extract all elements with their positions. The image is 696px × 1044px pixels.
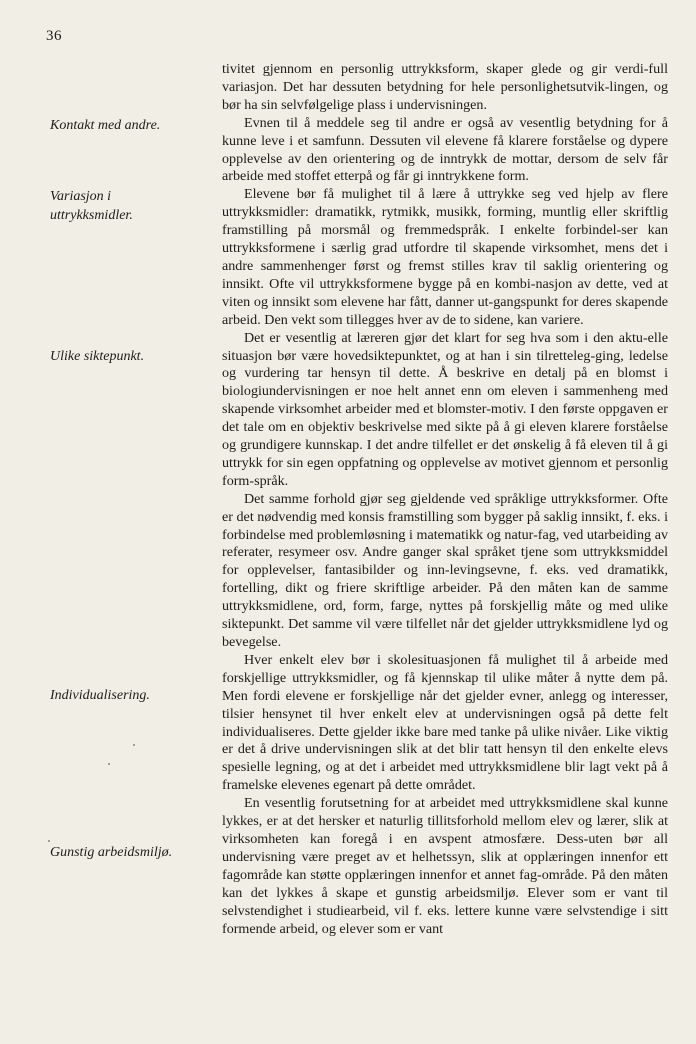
paragraph: Det samme forhold gjør seg gjeldende ved språklige uttrykksformer. Ofte er det nødvendig med konsis framstilling som bygger på saklig innsikt, f. eks. i forbindelse med problemløsning i matematikk og natur-fag, ved utarbeiding av referater, resymeer osv. Andre ganger skal språket tjene som uttrykksmiddel for opplevelser, fantasibilder og inn-levingsevne, f. eks. ved dramatikk, fortelling, dikt og friere skriftlige arbeider. På den måten kan de samme uttrykksmidlene, ord, form, farge, nyttes på forskjellig måte og med ulike siktepunkt. Det samme vil være tilfellet når det gjelder uttrykksmidlene lyd og bevegelse. — [222, 490, 668, 650]
paragraph: Elevene bør få mulighet til å lære å uttrykke seg ved hjelp av flere uttrykksmidler: dramatikk, rytmikk, musikk, forming, muntlig eller skriftlig framstilling på morsmål og fremmedspråk. I enkelte forbindel-ser kan uttrykksformene i særlig grad utfordre til skapende virksomhet, mens det i andre sammenhenger først og fremst stilles krav til saklig orientering og innsikt. Ofte vil uttrykksformene bygge på en kombi-nasjon av dette, ved at viten og innsikt som elevene har fått, danner ut-gangspunkt for deres skapende arbeid. Den vekt som tillegges hver av de to sidene, kan variere. — [222, 186, 668, 328]
margin-note-aims: Ulike siktepunkt. — [50, 349, 145, 364]
paper-speck — [108, 763, 110, 765]
margin-note-variation: Variasjon i uttrykksmidler. — [50, 189, 133, 223]
paragraph: Det er vesentlig at læreren gjør det klart for seg hva som i den aktu-elle situasjon bør være hovedsiktepunktet, og at han i sin tilretteleg-ging, ledelse og vurdering tar hensyn til dette. Å beskrive en detalj på en blomst i biologiundervisningen er noe helt annet enn om eleven i sammenheng med skapende virksomhet arbeider med et blomster-motiv. I den første oppgaven er det tale om en objektiv beskrivelse med sikte på å gi eleven klarere forståelse og grundigere kunnskap. I det andre tilfellet er det ønskelig å få eleven til å gi uttrykk for sin egen oppfatning og opplevelse av motivet gjennom et personlig form-språk. — [222, 329, 668, 489]
paragraph-continuation: tivitet gjennom en personlig uttrykksform, skaper glede og gir verdi-full variasjon. Det har dessuten betydning for hele personlighetsutvik-lingen, og bør ha sin selvfølgelige plass i undervisningen. — [222, 61, 668, 113]
margin-note-individualisation: Individualisering. — [50, 688, 150, 703]
paragraph: Hver enkelt elev bør i skolesituasjonen få mulighet til å arbeide med forskjellige uttrykksmidler, og få kjennskap til ulike måter å nytte dem på. Men fordi elevene er forskjellige når det gjelder evner, anlegg og interesser, tilsier hensynet til hver enkelt elev at undervisningen også på dette felt individualiseres. Dette gjelder ikke bare med tanke på ulike nivåer. Like viktig er det å drive undervisningen slik at det blir tatt hensyn til den enkelte elevs spesielle legning, og at det i arbeidet med uttrykksmidlene blir lagt vekt på å framelske elevenes egenart på dette området. — [222, 651, 668, 794]
paper-speck — [133, 744, 135, 746]
page-number: 36 — [46, 28, 62, 44]
margin-note-contact: Kontakt med andre. — [50, 118, 161, 133]
margin-note-environment: Gunstig arbeidsmiljø. — [50, 845, 173, 860]
paragraph: En vesentlig forutsetning for at arbeidet med uttrykksmidlene skal kunne lykkes, er at det hersker et naturlig tillitsforhold mellom elev og lærer, slik at virksomheten kan foregå i en avspent atmosfære. Dess-uten bør all undervisning være preget av et helhetssyn, slik at opplæringen innenfor ett fagområde kan støtte opplæringen innenfor et annet fag-område. På den måten kan det lykkes å skape et gunstig arbeidsmiljø. Elever som er vant til selvstendighet i studiearbeid, vil f. eks. lettere kunne være selvstendige i sitt formende arbeid, og elever som er vant — [222, 795, 668, 937]
paper-speck — [48, 840, 50, 842]
body-text — [222, 61, 668, 938]
paragraph: Evnen til å meddele seg til andre er også av vesentlig betydning for å kunne leve i et samfunn. Dessuten vil elevene få klarere forståelse og dypere opplevelse av den orientering og de inntrykk de mottar, dersom de selv får arbeide med stoffet etterpå og får gi inntrykkene form. — [222, 114, 668, 185]
